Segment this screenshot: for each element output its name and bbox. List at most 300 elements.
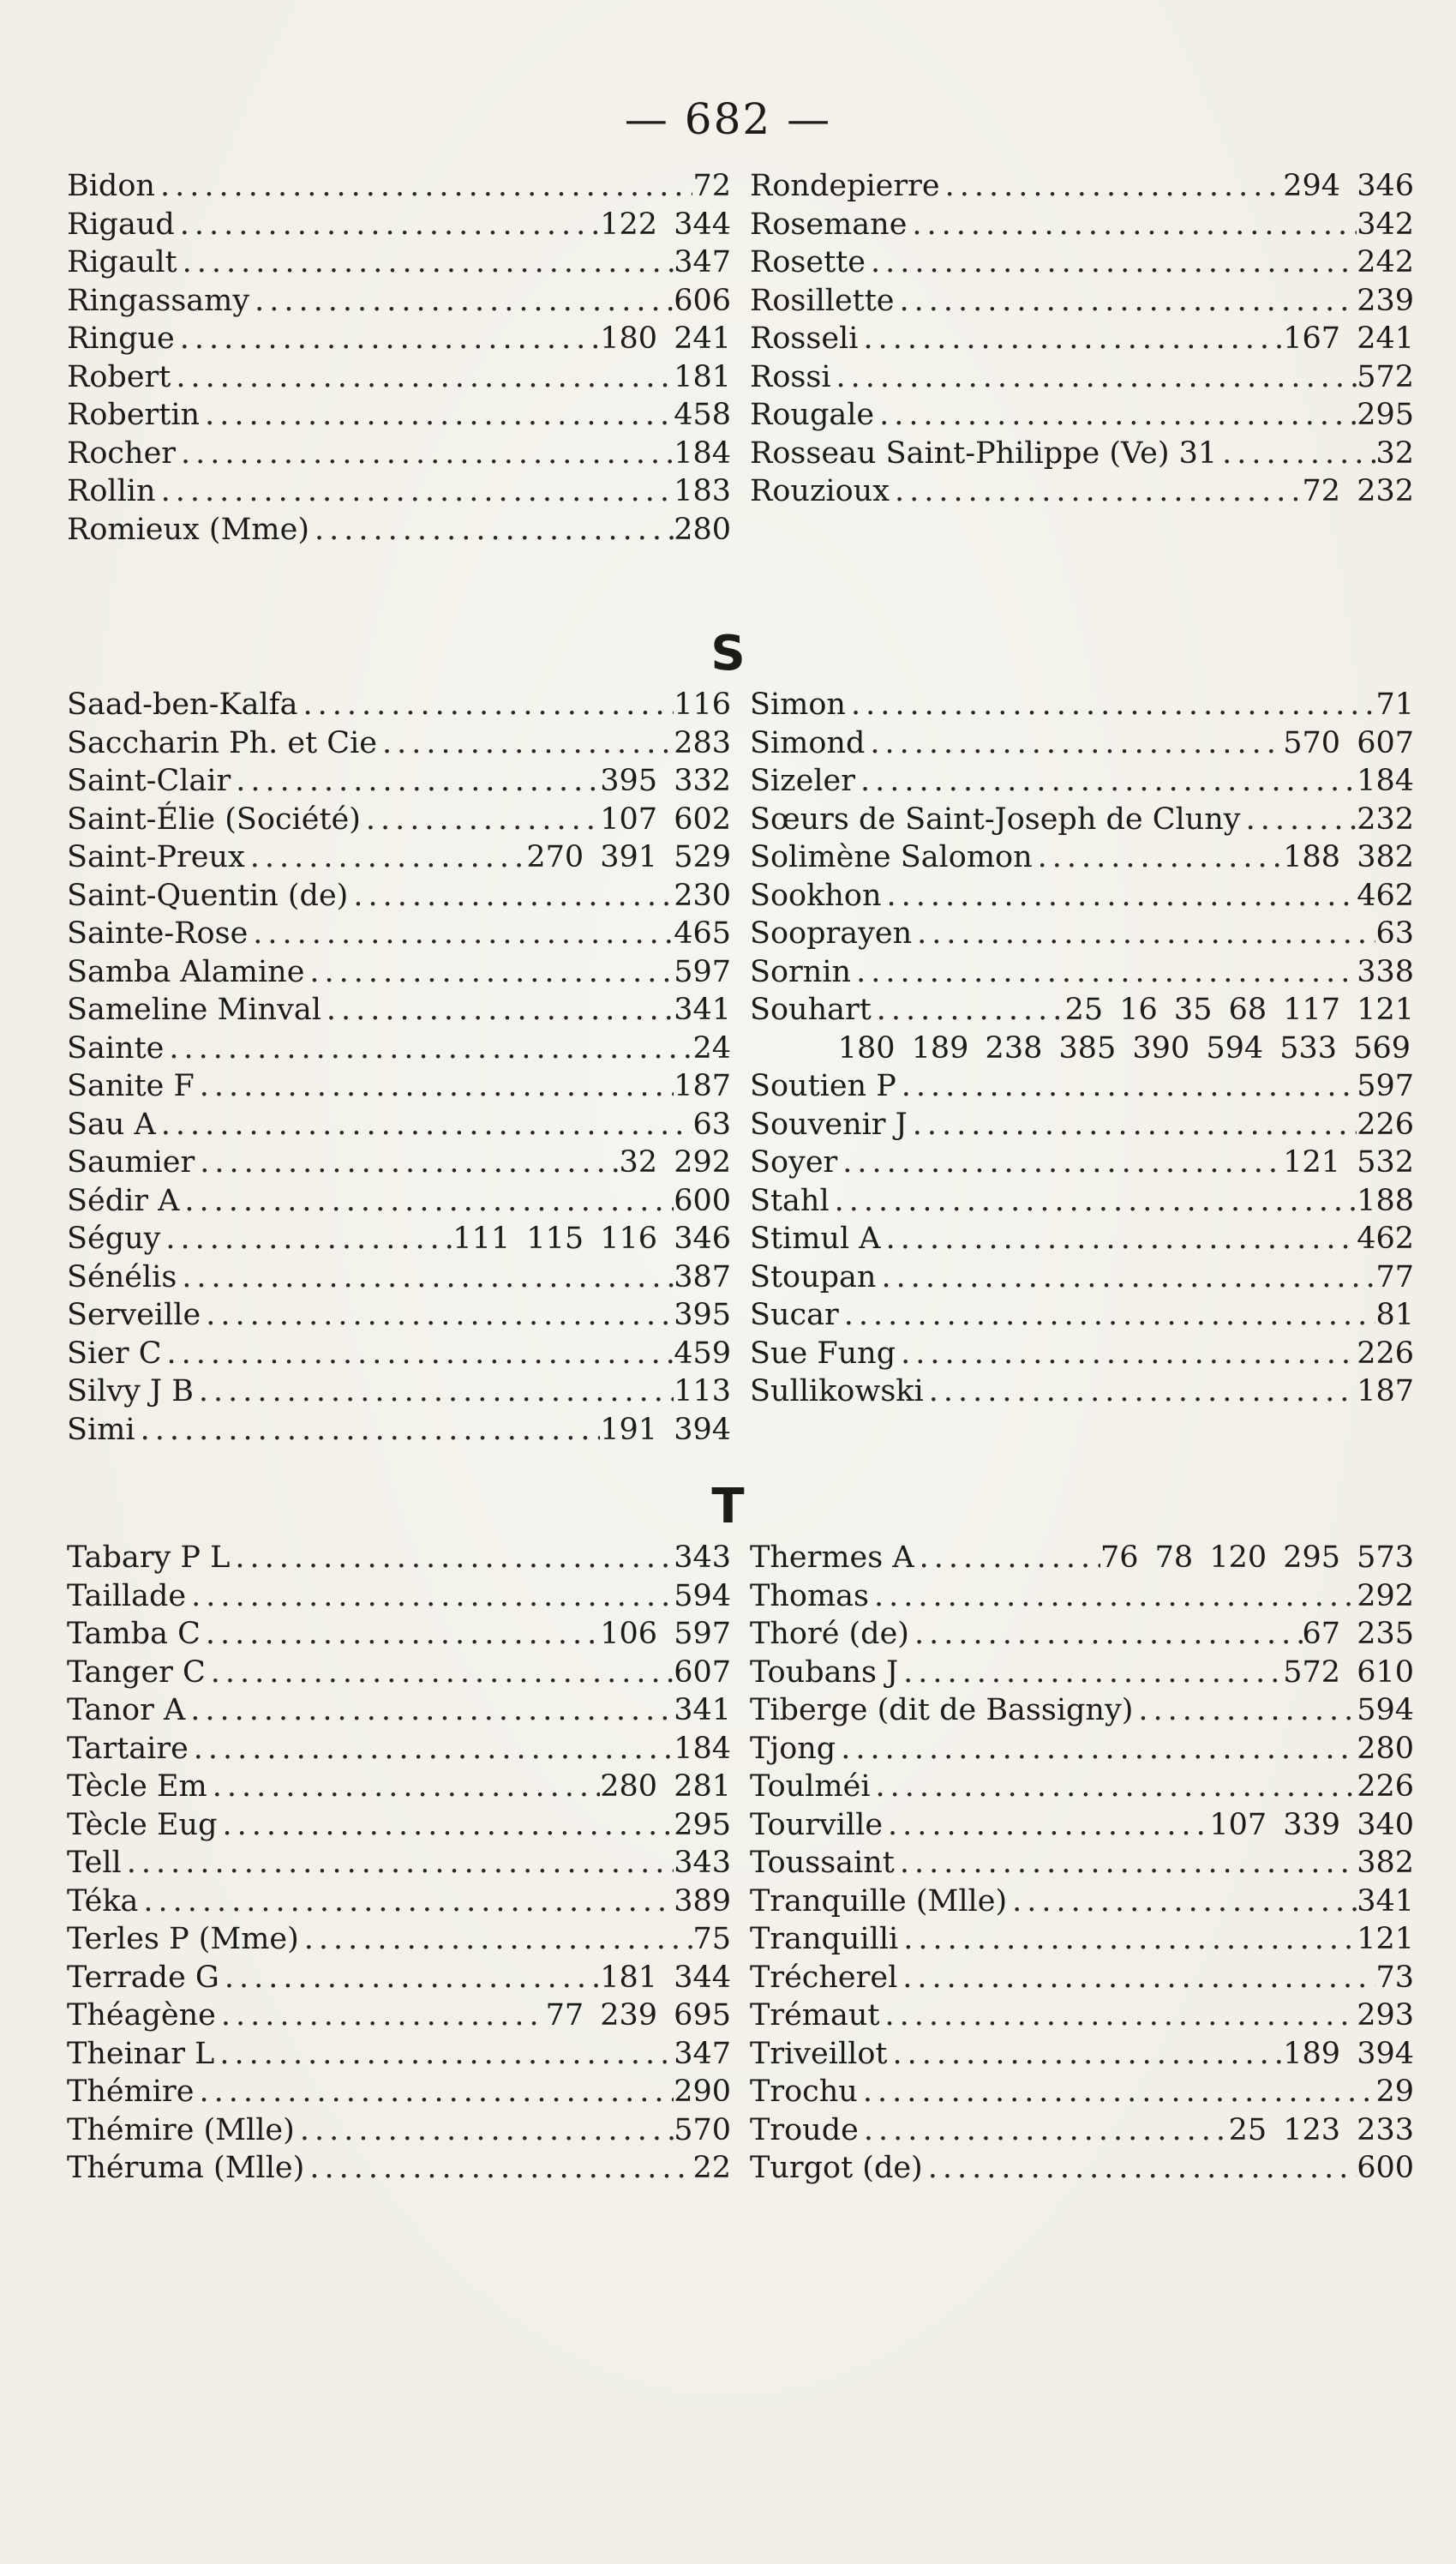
dot-leader — [898, 1920, 1357, 1959]
entry-page-numbers: 189 394 — [1283, 2036, 1414, 2071]
dot-leader — [218, 1806, 674, 1845]
index-entry — [67, 2073, 731, 2111]
dot-leader — [162, 1335, 674, 1373]
index-entry — [67, 838, 731, 877]
entry-name: Solimène Salomon — [750, 840, 1033, 874]
dot-leader — [872, 991, 1065, 1030]
entry-page-numbers: 382 — [1357, 1846, 1414, 1880]
index-entry — [750, 1335, 1414, 1373]
entry-name: Sooprayen — [750, 916, 913, 951]
entry-page-numbers: 77 — [1375, 1259, 1414, 1294]
entry-page-numbers: 73 — [1375, 1960, 1414, 1995]
dot-leader — [321, 991, 674, 1030]
index-entry — [67, 435, 731, 473]
entry-name: Sornin — [750, 954, 852, 989]
dot-leader — [200, 396, 674, 435]
entry-page-numbers: 462 — [1357, 1222, 1414, 1256]
dot-leader — [879, 1997, 1357, 2035]
entry-page-numbers: 122 344 — [600, 207, 731, 242]
dot-leader — [160, 1220, 452, 1258]
index-entry — [750, 1997, 1414, 2035]
index-entry — [750, 838, 1414, 877]
entry-name: Silvy J B — [67, 1374, 194, 1408]
entry-page-numbers: 183 — [674, 474, 731, 508]
dot-leader — [155, 167, 693, 206]
entry-page-numbers: 232 — [1357, 802, 1414, 837]
entry-name: Sénélis — [67, 1259, 177, 1294]
entry-name: Thémire (Mlle) — [67, 2112, 295, 2147]
dot-leader — [201, 1296, 674, 1335]
index-entry — [67, 1372, 731, 1411]
index-entry — [750, 724, 1414, 763]
section-s-right-column — [750, 686, 1414, 1411]
entry-name: Tartaire — [67, 1731, 189, 1766]
dot-leader — [1007, 1882, 1357, 1921]
entry-page-numbers: 347 — [674, 245, 731, 279]
index-entry — [67, 1730, 731, 1768]
entry-name: Taillade — [67, 1578, 187, 1613]
entry-name: Tranquilli — [750, 1922, 899, 1956]
entry-page-numbers: 341 — [674, 1693, 731, 1727]
entry-name: Sizeler — [750, 764, 855, 798]
entry-name: Rosillette — [750, 283, 895, 318]
dot-leader — [194, 2073, 674, 2111]
index-entry — [750, 243, 1414, 282]
section-letter-t: T — [711, 1479, 745, 1534]
entry-page-numbers: 121 — [1357, 1922, 1414, 1956]
dot-leader — [171, 358, 674, 397]
entry-name: Sier C — [67, 1336, 162, 1371]
dot-leader — [219, 1959, 600, 1997]
entry-name: Saint-Preux — [67, 840, 245, 874]
index-entry — [67, 1220, 731, 1258]
entry-page-numbers: 570 — [674, 2112, 731, 2147]
entry-name: Tourville — [750, 1807, 884, 1842]
entry-page-numbers: 75 — [692, 1922, 731, 1956]
index-entry — [750, 435, 1414, 473]
index-entry — [67, 243, 731, 282]
index-entry — [750, 472, 1414, 511]
index-entry — [750, 1577, 1414, 1616]
entry-page-numbers: 32 292 — [619, 1145, 731, 1180]
dot-leader — [361, 801, 600, 839]
dot-leader — [156, 1106, 693, 1144]
index-entry — [67, 1335, 731, 1373]
entry-name: Rouzioux — [750, 474, 890, 508]
dot-leader — [304, 953, 674, 992]
index-entry — [750, 1654, 1414, 1692]
entry-name: Terles P (Mme) — [67, 1922, 299, 1956]
index-entry — [750, 1067, 1414, 1106]
entry-name: Saad-ben-Kalfa — [67, 688, 298, 722]
entry-name: Sanite F — [67, 1069, 195, 1103]
dot-leader — [195, 1144, 619, 1182]
index-entry — [750, 206, 1414, 244]
index-entry — [67, 472, 731, 511]
entry-page-numbers: 600 — [1357, 2151, 1414, 2185]
entry-name: Sue Fung — [750, 1336, 896, 1371]
entry-page-numbers: 572 610 — [1283, 1654, 1414, 1690]
entry-name: Sookhon — [750, 878, 882, 913]
entry-name: Souhart — [750, 993, 872, 1027]
index-entry — [67, 2035, 731, 2074]
dot-leader — [176, 435, 674, 473]
dot-leader — [876, 1258, 1375, 1297]
entry-page-numbers: 465 — [674, 916, 731, 951]
dot-leader — [186, 1577, 674, 1616]
index-entry — [67, 1615, 731, 1654]
entry-name: Sédir A — [67, 1183, 180, 1218]
dot-leader — [924, 1372, 1357, 1411]
entry-page-numbers: 387 — [674, 1259, 731, 1294]
dot-leader — [156, 472, 674, 511]
dot-leader — [230, 1539, 674, 1577]
dot-leader — [869, 1577, 1357, 1616]
dot-leader — [898, 1654, 1283, 1692]
entry-name: Rosseau Saint-Philippe (Ve) 31 — [750, 435, 1218, 471]
index-entry — [67, 1539, 731, 1577]
entry-name: Saccharin Ph. et Cie — [67, 725, 377, 760]
entry-page-numbers: 342 — [1357, 207, 1414, 242]
index-entry — [67, 1844, 731, 1882]
entry-page-numbers: 347 — [674, 2036, 731, 2071]
entry-page-numbers: 187 — [1357, 1374, 1414, 1408]
entry-page-numbers: 81 — [1375, 1298, 1414, 1332]
dot-leader — [883, 1806, 1209, 1845]
entry-name: Rossi — [750, 359, 831, 394]
entry-name: Toubans J — [750, 1654, 899, 1690]
entry-name: Terrade G — [67, 1960, 219, 1995]
dot-leader — [874, 396, 1357, 435]
dot-leader — [135, 1411, 601, 1450]
entry-name: Toussaint — [750, 1846, 895, 1880]
entry-name: Téka — [67, 1883, 139, 1918]
entry-name: Rougale — [750, 398, 875, 432]
dot-leader — [912, 915, 1375, 953]
entry-page-numbers: 341 — [674, 993, 731, 1027]
entry-page-numbers: 76 78 120 295 573 — [1100, 1540, 1414, 1575]
entry-name: Stimul A — [750, 1222, 881, 1256]
entry-page-numbers: 607 — [674, 1654, 731, 1690]
index-entry — [750, 1144, 1414, 1182]
dot-leader — [299, 1920, 693, 1959]
section-r-left-column — [67, 167, 731, 549]
entry-page-numbers: 72 232 — [1302, 474, 1414, 508]
entry-name: Tranquille (Mlle) — [750, 1883, 1008, 1918]
entry-page-numbers: 184 — [1357, 764, 1414, 798]
index-entry — [67, 511, 731, 549]
index-entry — [67, 1691, 731, 1730]
entry-name: Sœurs de Saint-Joseph de Cluny — [750, 802, 1241, 837]
index-entry — [750, 1372, 1414, 1411]
index-entry — [750, 1615, 1414, 1654]
index-entry — [750, 2073, 1414, 2111]
index-entry — [67, 282, 731, 321]
dot-leader — [177, 243, 674, 282]
section-t-left-column — [67, 1539, 731, 2188]
entry-name: Souvenir J — [750, 1107, 908, 1142]
entry-name: Sainte-Rose — [67, 916, 249, 951]
entry-page-numbers: 290 — [674, 2075, 731, 2109]
entry-page-numbers: 22 — [692, 2151, 731, 2185]
dot-leader — [846, 686, 1375, 724]
dot-leader — [1217, 435, 1375, 473]
entry-name: Sucar — [750, 1298, 839, 1332]
index-entry — [67, 2111, 731, 2150]
index-entry — [750, 1106, 1414, 1144]
entry-name: Ringassamy — [67, 283, 250, 318]
index-entry — [750, 686, 1414, 724]
dot-leader — [175, 206, 601, 244]
dot-leader — [189, 1730, 674, 1768]
index-entry — [750, 1768, 1414, 1806]
entry-name: Triveillot — [750, 2036, 888, 2071]
entry-page-numbers: 113 — [674, 1374, 731, 1408]
index-entry — [67, 1106, 731, 1144]
entry-page-numbers: 462 — [1357, 878, 1414, 913]
index-entry — [67, 1768, 731, 1806]
entry-name: Rosseli — [750, 321, 859, 356]
entry-name: Rosette — [750, 245, 866, 279]
entry-page-numbers: 32 — [1375, 435, 1414, 471]
index-entry — [67, 206, 731, 244]
dot-leader — [231, 762, 600, 801]
index-entry — [67, 1296, 731, 1335]
entry-page-numbers: 341 — [1357, 1883, 1414, 1918]
entry-page-numbers: 343 — [674, 1540, 731, 1575]
entry-name: Toulméi — [750, 1769, 871, 1804]
dot-leader — [194, 1372, 674, 1411]
entry-page-numbers: 226 — [1357, 1769, 1414, 1804]
entry-name: Tamba C — [67, 1617, 201, 1651]
entry-page-numbers: 121 532 — [1283, 1145, 1414, 1180]
entry-name: Rigault — [67, 245, 177, 279]
entry-name: Bidon — [67, 169, 155, 203]
dot-leader — [207, 1768, 601, 1806]
entry-page-numbers: 181 — [674, 359, 731, 394]
entry-page-numbers: 187 — [674, 1069, 731, 1103]
entry-name: Tècle Em — [67, 1769, 207, 1804]
index-entry — [67, 762, 731, 801]
entry-name: Saumier — [67, 1145, 195, 1180]
dot-leader — [179, 1182, 674, 1221]
entry-name: Sullikowski — [750, 1374, 924, 1408]
dot-leader — [175, 320, 601, 358]
entry-name: Samba Alamine — [67, 954, 305, 989]
entry-page-numbers: 242 — [1357, 245, 1414, 279]
index-entry — [67, 915, 731, 953]
entry-page-numbers: 395 332 — [600, 764, 731, 798]
index-entry — [67, 1959, 731, 1997]
index-entry — [750, 1882, 1414, 1921]
dot-leader — [865, 724, 1283, 763]
index-entry — [67, 877, 731, 916]
entry-page-numbers: 184 — [674, 1731, 731, 1766]
index-entry — [67, 167, 731, 206]
index-entry — [750, 320, 1414, 358]
index-entry — [67, 2149, 731, 2188]
index-entry — [750, 1539, 1414, 1577]
dot-leader — [940, 167, 1284, 206]
entry-page-numbers: 180 241 — [600, 321, 731, 356]
index-entry — [67, 1997, 731, 2035]
entry-name: Trochu — [750, 2075, 858, 2109]
entry-page-numbers: 25 16 35 68 117 121 — [1064, 993, 1414, 1027]
entry-name: Saint-Élie (Société) — [67, 802, 361, 837]
dot-leader — [309, 511, 674, 549]
entry-name: Sau A — [67, 1107, 156, 1142]
entry-page-numbers: 283 — [674, 725, 731, 760]
entry-page-numbers: 295 — [674, 1807, 731, 1842]
entry-name: Tiberge (dit de Bassigny) — [750, 1693, 1134, 1727]
dot-leader — [249, 282, 674, 321]
entry-name: Théruma (Mlle) — [67, 2151, 305, 2185]
entry-page-numbers: 29 — [1375, 2075, 1414, 2109]
entry-page-numbers: 280 — [674, 512, 731, 547]
dot-leader — [855, 762, 1357, 801]
entry-name: Tècle Eug — [67, 1807, 218, 1842]
entry-name: Trécherel — [750, 1960, 898, 1995]
entry-page-numbers: 280 — [1357, 1731, 1414, 1766]
entry-page-numbers: 77 239 695 — [545, 1998, 731, 2033]
dot-leader — [908, 1106, 1357, 1144]
entry-name: Theinar L — [67, 2036, 215, 2071]
entry-page-numbers: 188 — [1357, 1183, 1414, 1218]
section-s-left-column — [67, 686, 731, 1449]
dot-leader — [245, 838, 527, 877]
entry-name: Saint-Quentin (de) — [67, 878, 349, 913]
index-entry — [67, 991, 731, 1030]
entry-name: Soutien P — [750, 1069, 896, 1103]
page-number: — 682 — — [624, 94, 832, 144]
dot-leader — [839, 1296, 1376, 1335]
index-entry — [67, 396, 731, 435]
dot-leader — [248, 915, 674, 953]
entry-name: Serveille — [67, 1298, 201, 1332]
entry-page-numbers: 25 123 233 — [1228, 2112, 1414, 2147]
entry-name: Thermes A — [750, 1540, 914, 1575]
dot-leader — [295, 2111, 674, 2150]
entry-name: Thoré (de) — [750, 1617, 909, 1651]
dot-leader — [216, 1997, 546, 2035]
entry-page-numbers: 293 — [1357, 1998, 1414, 2033]
dot-leader — [836, 1730, 1357, 1768]
index-entry — [750, 1220, 1414, 1258]
entry-page-numbers: 181 344 — [600, 1960, 731, 1995]
dot-leader — [897, 1959, 1375, 1997]
entry-name: Thémire — [67, 2075, 195, 2109]
entry-page-numbers: 295 — [1357, 398, 1414, 432]
dot-leader — [201, 1615, 600, 1654]
entry-page-numbers: 294 346 — [1283, 169, 1414, 203]
index-entry — [750, 953, 1414, 992]
entry-name: Simon — [750, 688, 846, 722]
index-entry — [750, 1258, 1414, 1297]
entry-name: Stahl — [750, 1183, 830, 1218]
index-entry — [67, 1882, 731, 1921]
index-entry — [67, 1806, 731, 1845]
entry-page-numbers: 459 — [674, 1336, 731, 1371]
entry-page-numbers: 389 — [674, 1883, 731, 1918]
entry-page-numbers: 594 — [1357, 1693, 1414, 1727]
entry-page-numbers: 226 — [1357, 1107, 1414, 1142]
entry-page-numbers: 24 — [692, 1030, 731, 1066]
entry-page-numbers: 188 382 — [1283, 840, 1414, 874]
entry-page-numbers: 226 — [1357, 1336, 1414, 1371]
entry-page-numbers: 270 391 529 — [526, 840, 731, 874]
index-entry — [67, 1577, 731, 1616]
dot-leader — [907, 206, 1357, 244]
entry-name: Sameline Minval — [67, 993, 321, 1027]
dot-leader — [185, 1691, 674, 1730]
entry-name: Thomas — [750, 1578, 869, 1613]
entry-name: Rocher — [67, 435, 177, 471]
dot-leader — [830, 1182, 1357, 1221]
entry-page-numbers: 606 — [674, 283, 731, 318]
dot-leader — [297, 686, 674, 724]
index-entry — [67, 1654, 731, 1692]
entry-name: Simi — [67, 1412, 135, 1447]
entry-name: Robert — [67, 359, 171, 394]
dot-leader — [896, 1067, 1357, 1106]
index-entry — [750, 762, 1414, 801]
entry-page-numbers: 67 235 — [1302, 1617, 1414, 1651]
index-entry — [67, 1411, 731, 1450]
entry-page-numbers: 280 281 — [600, 1769, 731, 1804]
index-entry — [750, 877, 1414, 916]
index-entry — [750, 1182, 1414, 1221]
dot-leader — [214, 2035, 674, 2074]
dot-leader — [1241, 801, 1357, 839]
dot-leader — [858, 2073, 1376, 2111]
entry-name: Trémaut — [750, 1998, 880, 2033]
entry-name: Rigaud — [67, 207, 175, 242]
dot-leader — [195, 1067, 674, 1106]
index-entry — [750, 2149, 1414, 2188]
dot-leader — [881, 877, 1357, 916]
dot-leader — [909, 1615, 1303, 1654]
entry-name: Théagène — [67, 1998, 216, 2033]
entry-page-numbers: 191 394 — [600, 1412, 731, 1447]
entry-page-numbers: 597 — [1357, 1069, 1414, 1103]
index-entry — [750, 2111, 1414, 2150]
dot-leader — [1033, 838, 1284, 877]
entry-page-numbers: 594 — [674, 1578, 731, 1613]
entry-name: Tabary P L — [67, 1540, 231, 1575]
dot-leader — [377, 724, 674, 763]
index-entry — [67, 358, 731, 397]
entry-page-numbers: 111 115 116 346 — [452, 1222, 731, 1256]
index-entry — [67, 1258, 731, 1297]
index-entry — [67, 1920, 731, 1959]
entry-name: Romieux (Mme) — [67, 512, 309, 547]
entry-page-numbers: 458 — [674, 398, 731, 432]
dot-leader — [871, 1768, 1357, 1806]
index-entry — [750, 1806, 1414, 1845]
entry-page-numbers: 107 602 — [600, 802, 731, 837]
entry-name: Stoupan — [750, 1259, 877, 1294]
index-entry — [67, 320, 731, 358]
dot-leader — [859, 2111, 1229, 2150]
entry-page-numbers: 107 339 340 — [1209, 1807, 1414, 1842]
entry-page-numbers: 72 — [692, 169, 731, 203]
index-entry — [750, 1844, 1414, 1882]
index-entry — [67, 1030, 731, 1068]
dot-leader — [896, 1335, 1357, 1373]
entry-page-numbers: 116 — [674, 688, 731, 722]
entry-page-numbers: 597 — [674, 954, 731, 989]
index-entry — [750, 1296, 1414, 1335]
